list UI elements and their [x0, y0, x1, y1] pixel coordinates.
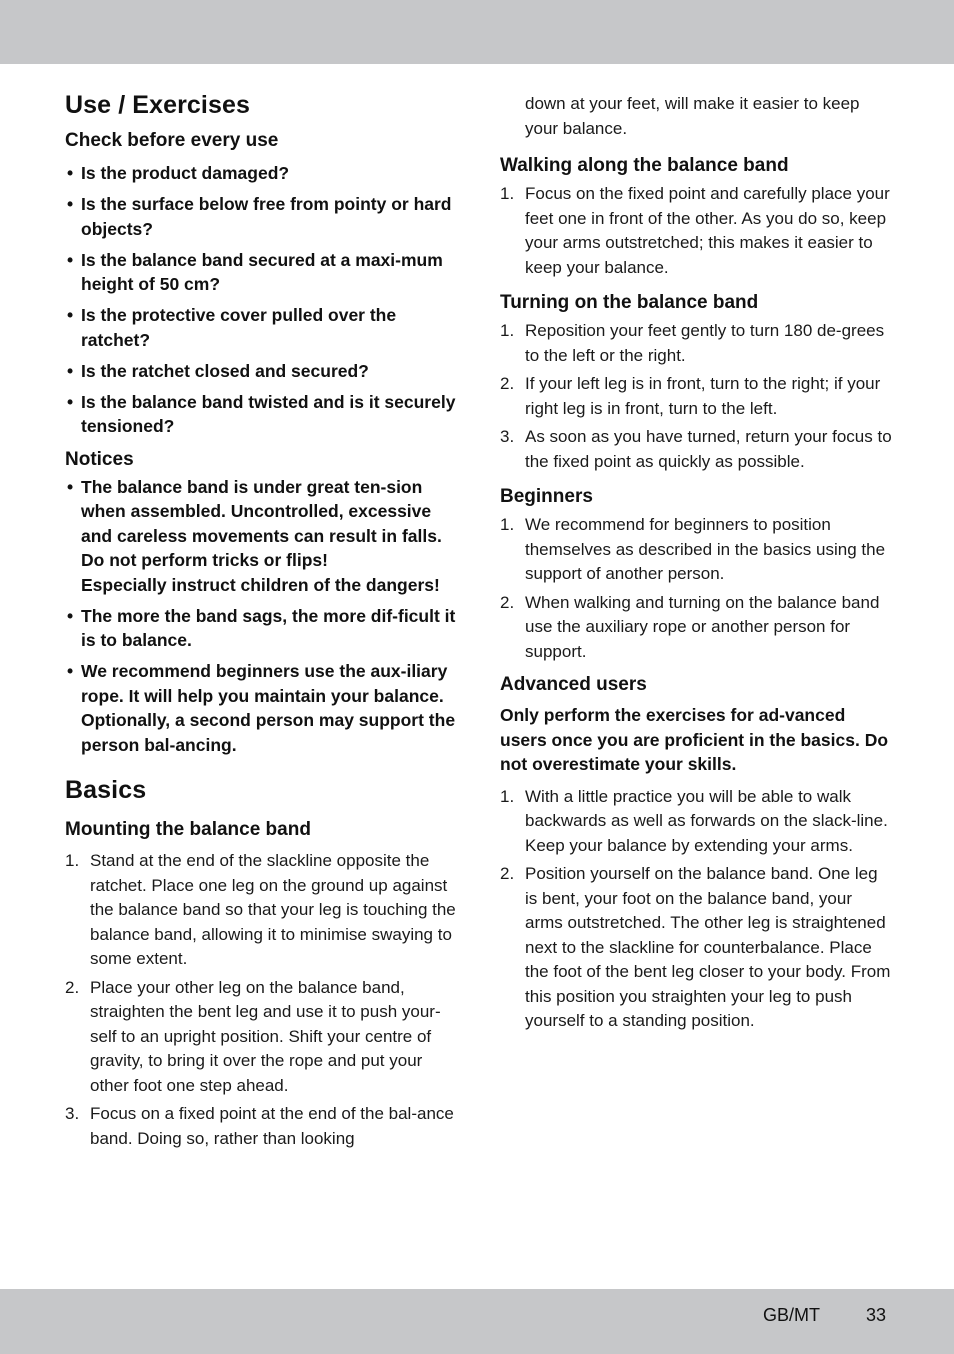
list-item: • Is the balance band twisted and is it securely tensioned?	[65, 390, 457, 439]
section-title-basics: Basics	[65, 776, 147, 804]
list-item: 2. If your left leg is in front, turn to the right; if your right leg is in front, turn to the left.	[500, 374, 881, 418]
notice-extra: Especially instruct children of the dangers!	[81, 574, 440, 595]
list-item: 1. With a little practice you will be able to walk backwards as well as forwards on the slack-line. Keep your balance by extending your arms.	[500, 786, 888, 855]
list-item: 2. Place your other leg on the balance band, straighten the bent leg and use it to push your-self to an upright position. Shift your centre of gravity, to bring it over the rope and put your other foot one step ahead.	[65, 977, 441, 1095]
walking-steps	[500, 182, 892, 280]
beginners-steps	[500, 513, 892, 664]
heading-beginners: Beginners	[500, 486, 593, 507]
heading-walking: Walking along the balance band	[500, 155, 789, 176]
heading-advanced: Advanced users	[500, 674, 647, 695]
continuation-text: down at your feet, will make it easier to keep your balance.	[525, 94, 860, 138]
list-item: 1. Stand at the end of the slackline opposite the ratchet. Place one leg on the ground up against the balance band so that your leg is touching the balance band, allowing it to minimise swaying to some extent.	[65, 851, 456, 968]
step-text: As soon as you have turned, return your focus to the fixed point as quickly as possible.	[525, 427, 892, 471]
heading-notices: Notices	[65, 448, 134, 470]
notices-list	[65, 475, 457, 758]
step-text: When walking and turning on the balance band use the auxiliary rope or another person for support.	[525, 592, 880, 661]
right-column	[500, 92, 892, 1038]
list-item: 2. Position yourself on the balance band. One leg is bent, your foot on the balance band, your arms outstretched. The other leg is straightened next to the slackline for counterbalance. Place the foot of the bent leg closer to your body. From this position you straighten your leg to push yourself to a standing position.	[500, 864, 891, 1030]
list-item: 2. When walking and turning on the balance band use the auxiliary rope or another person for support.	[500, 592, 880, 661]
step-text: We recommend for beginners to position themselves as described in the basics using the support of another person.	[525, 515, 886, 583]
list-item: • Is the ratchet closed and secured?	[65, 359, 457, 384]
step-text: If your left leg is in front, turn to the right; if your right leg is in front, turn to the left.	[525, 374, 881, 418]
step-text: Stand at the end of the slackline opposite the ratchet. Place one leg on the ground up against the balance band so that your leg is touching the balance band, allowing it to minimise swaying to some extent.	[90, 851, 456, 968]
list-item: • The more the band sags, the more dif-ficult it is to balance.	[65, 604, 457, 653]
list-item: 3. Focus on a fixed point at the end of the bal-ance band. Doing so, rather than looking	[65, 1104, 454, 1148]
list-item: 1. Reposition your feet gently to turn 180 de-grees to the left or the right.	[500, 321, 885, 365]
list-item: • Is the product damaged?	[65, 161, 457, 186]
step-text: Position yourself on the balance band. One leg is bent, your foot on the balance band, your arms outstretched. The other leg is straightened next to the slackline for counterbalance. Place the foot of the bent leg closer to your body. From this position you straighten your leg to push yourself to a standing position.	[525, 864, 891, 1030]
step-text: With a little practice you will be able to walk backwards as well as forwards on the slack-line. Keep your balance by extending your arms.	[525, 786, 888, 855]
footer-language-code: GB/MT	[763, 1305, 820, 1325]
heading-mounting: Mounting the balance band	[65, 819, 311, 840]
left-column	[65, 88, 457, 1155]
header-band	[0, 0, 954, 64]
advanced-warning: Only perform the exercises for ad-vanced users once you are proficient in the basics. Do not overestimate your skills.	[500, 705, 889, 774]
page-number: 33	[866, 1305, 887, 1325]
list-item: 1. We recommend for beginners to position themselves as described in the basics using the support of another person.	[500, 515, 886, 583]
turning-steps	[500, 319, 892, 474]
list-item	[65, 475, 457, 598]
heading-check-before-use: Check before every use	[65, 130, 279, 151]
list-item: 3. As soon as you have turned, return your focus to the fixed point as quickly as possible.	[500, 427, 892, 471]
list-item: • Is the balance band secured at a maxi-mum height of 50 cm?	[65, 248, 457, 297]
mounting-steps	[65, 849, 457, 1151]
notice-text: The balance band is under great ten-sion when assembled. Uncontrolled, excessive and careless movements can result in falls. Do not perform tricks or flips!	[81, 476, 442, 570]
list-item: 1. Focus on the fixed point and carefully place your feet one in front of the other. As you do so, keep your arms outstretched; this makes it easier to keep your balance.	[500, 184, 890, 277]
step-text: Reposition your feet gently to turn 180 de-grees to the left or the right.	[525, 321, 885, 365]
heading-turning: Turning on the balance band	[500, 292, 759, 313]
step-text: Focus on a fixed point at the end of the bal-ance band. Doing so, rather than looking	[90, 1104, 454, 1148]
advanced-steps	[500, 785, 892, 1034]
section-title-use-exercises: Use / Exercises	[65, 91, 250, 119]
check-list	[65, 161, 457, 439]
list-item: • Is the surface below free from pointy or hard objects?	[65, 192, 457, 241]
list-item: • We recommend beginners use the aux-iliary rope. It will help you maintain your balance. Optionally, a second person may support the person bal-ancing.	[65, 659, 457, 757]
step-text: Place your other leg on the balance band, straighten the bent leg and use it to push your-self to an upright position. Shift your centre of gravity, to bring it over the rope and put your other foot one step ahead.	[90, 977, 441, 1095]
list-item: • Is the protective cover pulled over the ratchet?	[65, 303, 457, 352]
step-text: Focus on the fixed point and carefully place your feet one in front of the other. As you do so, keep your arms outstretched; this makes it easier to keep your balance.	[525, 184, 890, 277]
